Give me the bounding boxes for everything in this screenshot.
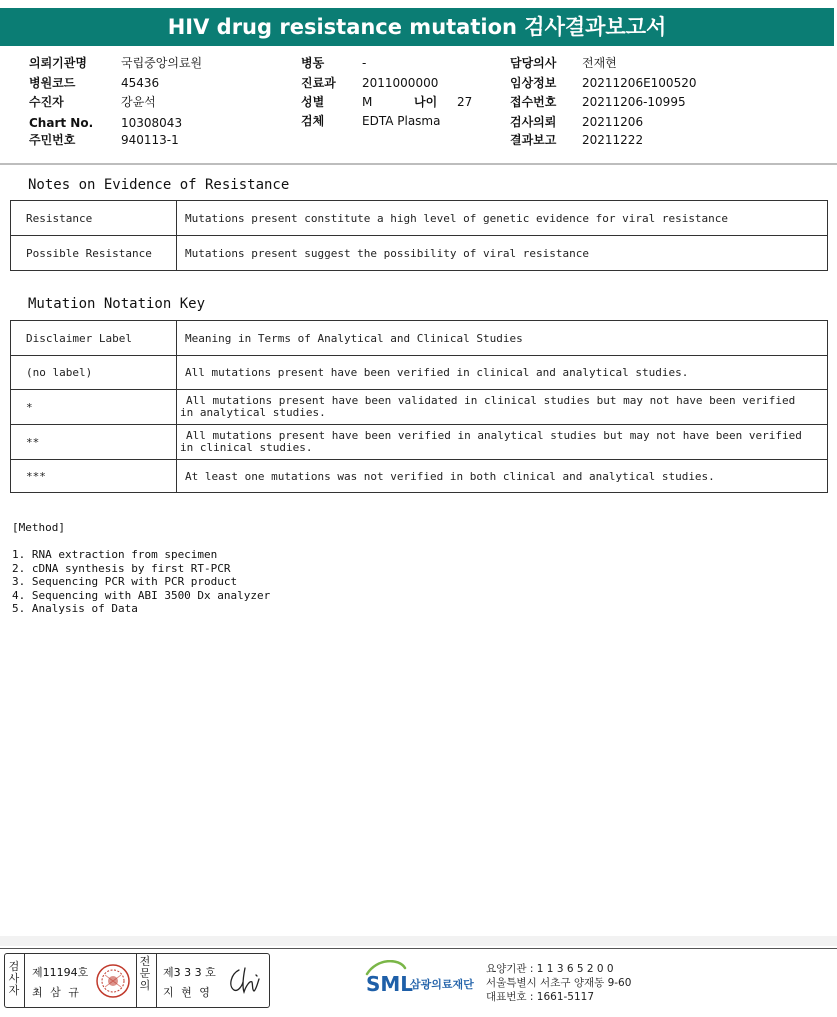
specialist-name: 지 현 영 xyxy=(163,986,212,999)
value-clinical-info: 20211206E100520 xyxy=(582,76,697,90)
label-sex: 성별 xyxy=(301,95,325,109)
footer-band xyxy=(0,936,837,946)
sml-logo-icon xyxy=(365,960,485,1000)
notation-label: Disclaimer Label xyxy=(11,321,177,356)
value-specimen: EDTA Plasma xyxy=(362,114,441,128)
lab-phone: 대표번호 : 1661-5117 xyxy=(486,991,595,1003)
method-title: [Method] xyxy=(12,521,65,534)
signature-divider xyxy=(136,954,137,1007)
org-name: 삼광의료재단 xyxy=(410,978,474,991)
label-ward: 병동 xyxy=(301,56,325,70)
logo-text: SML xyxy=(366,972,414,996)
lab-info xyxy=(486,962,631,1004)
notation-meaning-line: in analytical studies. xyxy=(180,406,326,419)
value-sex: M xyxy=(362,95,373,109)
notation-section-title: Mutation Notation Key xyxy=(28,296,206,312)
label-result-report-date: 결과보고 xyxy=(510,133,557,147)
footer-divider xyxy=(0,948,837,949)
lab-code: 요양기관 : 1 1 3 6 5 2 0 0 xyxy=(486,963,614,975)
label-patient-name: 수진자 xyxy=(29,95,64,109)
evidence-table xyxy=(10,200,828,271)
table-row xyxy=(11,390,828,425)
value-attending-doctor: 전재현 xyxy=(582,56,617,70)
patient-info xyxy=(0,0,837,160)
method-step: 4. Sequencing with ABI 3500 Dx analyzer xyxy=(12,588,271,602)
label-hospital-code: 병원코드 xyxy=(29,76,76,90)
notation-label: *** xyxy=(11,460,177,493)
notation-meaning xyxy=(177,425,828,460)
label-department: 진료과 xyxy=(301,76,336,90)
signature-box xyxy=(4,953,270,1008)
method-step: 1. RNA extraction from specimen xyxy=(12,548,218,561)
label-clinical-info: 임상정보 xyxy=(510,76,557,90)
value-chart-no: 10308043 xyxy=(121,116,183,130)
notation-meaning-line: All mutations present have been verified in analytical studies but may not have been verified xyxy=(186,429,802,442)
label-test-request-date: 검사의뢰 xyxy=(510,115,557,129)
label-requesting-institution: 의뢰기관명 xyxy=(29,56,87,70)
notation-meaning-line: Meaning in Terms of Analytical and Clinical Studies xyxy=(185,331,523,345)
evidence-label: Resistance xyxy=(11,201,177,236)
table-row xyxy=(11,460,828,493)
sml-logo xyxy=(365,960,485,1004)
notation-label: (no label) xyxy=(11,356,177,390)
label-accession-number: 접수번호 xyxy=(510,95,557,109)
value-resident-number: 940113-1 xyxy=(121,133,179,147)
handwritten-signature-icon xyxy=(225,964,267,998)
value-ward: - xyxy=(362,56,367,70)
signature-divider xyxy=(24,954,25,1007)
table-row xyxy=(11,321,828,356)
evidence-label: Possible Resistance xyxy=(11,236,177,271)
evidence-section-title: Notes on Evidence of Resistance xyxy=(28,177,290,193)
notation-meaning xyxy=(177,321,828,356)
table-row xyxy=(11,356,828,390)
notation-meaning xyxy=(177,390,828,425)
seal-stamp-icon xyxy=(95,963,131,999)
notation-meaning xyxy=(177,460,828,493)
signature-divider xyxy=(156,954,157,1007)
value-age: 27 xyxy=(457,95,473,109)
specialist-label: 전문의 xyxy=(139,955,151,992)
value-test-request-date: 20211206 xyxy=(582,115,644,129)
label-specimen: 검체 xyxy=(301,114,325,128)
label-attending-doctor: 담당의사 xyxy=(510,56,557,70)
table-row xyxy=(11,201,828,236)
value-requesting-institution: 국립중앙의료원 xyxy=(121,56,203,70)
notation-meaning-line: in clinical studies. xyxy=(180,441,313,454)
examiner-name: 최 삼 규 xyxy=(32,986,81,999)
report-title: HIV drug resistance mutation 검사결과보고서 xyxy=(0,8,834,46)
notation-meaning-line: All mutations present have been verified in clinical and analytical studies. xyxy=(185,366,689,379)
notation-meaning-line: At least one mutations was not verified in both clinical and analytical studies. xyxy=(185,469,715,483)
value-hospital-code: 45436 xyxy=(121,76,160,90)
label-chart-no: Chart No. xyxy=(29,116,94,130)
method-step: 2. cDNA synthesis by first RT-PCR xyxy=(12,561,231,575)
value-accession-number: 20211206-10995 xyxy=(582,95,686,109)
value-result-report-date: 20211222 xyxy=(582,133,644,147)
evidence-text: Mutations present suggest the possibility of viral resistance xyxy=(177,236,828,271)
method-step: 3. Sequencing PCR with PCR product xyxy=(12,575,238,588)
notation-table xyxy=(10,320,828,493)
value-patient-name: 강윤석 xyxy=(121,95,156,109)
notation-label: ** xyxy=(11,425,177,460)
examiner-license: 제11194호 xyxy=(32,966,89,979)
label-age: 나이 xyxy=(414,95,438,109)
method-step: 5. Analysis of Data xyxy=(12,602,138,615)
info-divider xyxy=(0,163,837,165)
value-department: 2011000000 xyxy=(362,76,439,90)
table-row xyxy=(11,425,828,460)
notation-meaning-line: All mutations present have been validated in clinical studies but may not have been verified xyxy=(186,394,796,407)
method-steps xyxy=(12,548,270,616)
specialist-license: 제3 3 3 호 xyxy=(163,966,216,979)
notation-label: * xyxy=(11,390,177,425)
examiner-label: 검사자 xyxy=(8,960,20,997)
notation-meaning xyxy=(177,356,828,390)
label-resident-number: 주민번호 xyxy=(29,133,76,147)
table-row xyxy=(11,236,828,271)
lab-address: 서울특별시 서초구 양재동 9-60 xyxy=(486,977,632,989)
evidence-text: Mutations present constitute a high level of genetic evidence for viral resistance xyxy=(177,201,828,236)
